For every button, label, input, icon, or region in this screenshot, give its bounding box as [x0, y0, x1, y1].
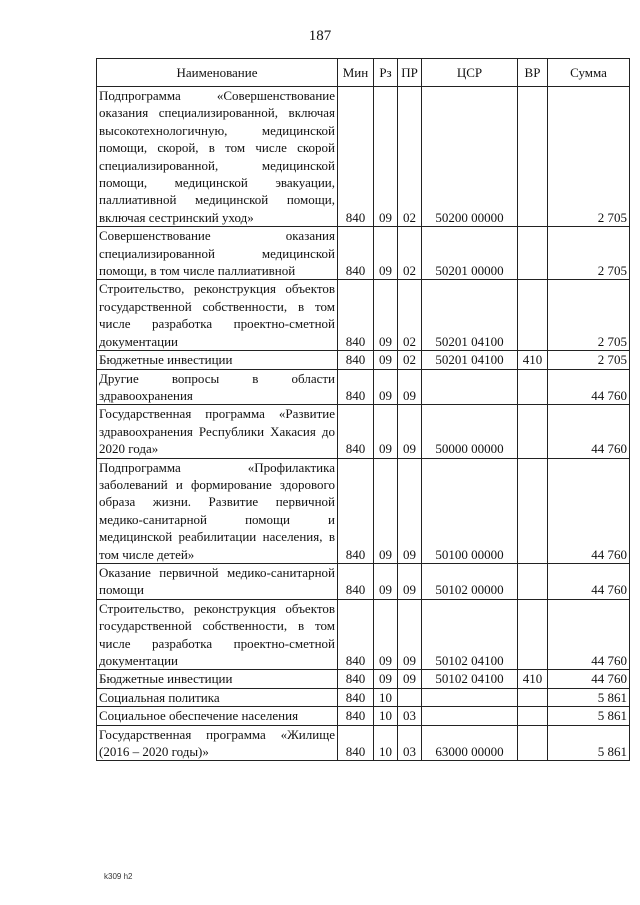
row-min: 840: [338, 599, 374, 670]
row-sum: 2 705: [548, 351, 630, 369]
row-sum: 44 760: [548, 563, 630, 599]
header-csr: ЦСР: [422, 59, 518, 87]
page-number: 187: [308, 28, 332, 44]
table-row: [97, 670, 630, 688]
table-row: [97, 369, 630, 405]
row-rz: 09: [374, 599, 398, 670]
row-min: 840: [338, 87, 374, 227]
row-min: 840: [338, 563, 374, 599]
row-vr: [518, 227, 548, 280]
row-sum: 44 760: [548, 458, 630, 563]
row-csr: 50200 00000: [422, 87, 518, 227]
row-sum: 44 760: [548, 599, 630, 670]
row-vr: [518, 688, 548, 706]
row-csr: 63000 00000: [422, 725, 518, 761]
row-rz: 09: [374, 227, 398, 280]
row-min: 840: [338, 369, 374, 405]
row-csr: 50102 04100: [422, 670, 518, 688]
row-vr: [518, 563, 548, 599]
row-name: Строительство, реконструкция объектов государственной собственности, в том числе разработка проектно-сметной документации: [97, 280, 338, 351]
row-name: Подпрограмма «Совершенствование оказания специализированной, включая высокотехнологичную, медицинской помощи, скорой, в том числе скорой специализированной, медицинской помощи, медицинской эвакуации, паллиативной медицинской помощи, включая сестринский уход»: [97, 87, 338, 227]
header-min: Мин: [338, 59, 374, 87]
row-csr: 50201 00000: [422, 227, 518, 280]
header-sum: Сумма: [548, 59, 630, 87]
row-name: Социальное обеспечение населения: [97, 707, 338, 725]
row-csr: [422, 707, 518, 725]
row-rz: 10: [374, 688, 398, 706]
row-csr: [422, 688, 518, 706]
row-csr: 50201 04100: [422, 280, 518, 351]
row-min: 840: [338, 725, 374, 761]
header-name: Наименование: [97, 59, 338, 87]
row-vr: 410: [518, 670, 548, 688]
row-name: Государственная программа «Развитие здравоохранения Республики Хакасия до 2020 года»: [97, 405, 338, 458]
row-csr: 50100 00000: [422, 458, 518, 563]
row-rz: 09: [374, 369, 398, 405]
table-row: [97, 87, 630, 227]
row-vr: [518, 725, 548, 761]
table-row: [97, 563, 630, 599]
row-pr: 09: [398, 599, 422, 670]
row-sum: 2 705: [548, 280, 630, 351]
row-rz: 10: [374, 725, 398, 761]
header-pr: ПР: [398, 59, 422, 87]
table-row: [97, 351, 630, 369]
row-sum: 5 861: [548, 688, 630, 706]
row-rz: 09: [374, 280, 398, 351]
table-row: [97, 280, 630, 351]
table-row: [97, 599, 630, 670]
header-vr: ВР: [518, 59, 548, 87]
row-min: 840: [338, 227, 374, 280]
footer-code: k309 h2: [104, 872, 133, 881]
row-csr: 50102 00000: [422, 563, 518, 599]
row-name: Строительство, реконструкция объектов государственной собственности, в том числе разработка проектно-сметной документации: [97, 599, 338, 670]
row-min: 840: [338, 405, 374, 458]
row-name: Бюджетные инвестиции: [97, 670, 338, 688]
row-csr: [422, 369, 518, 405]
row-rz: 09: [374, 87, 398, 227]
row-name: Другие вопросы в области здравоохранения: [97, 369, 338, 405]
table-row: [97, 405, 630, 458]
row-csr: 50102 04100: [422, 599, 518, 670]
row-vr: [518, 280, 548, 351]
row-vr: [518, 599, 548, 670]
row-sum: 5 861: [548, 725, 630, 761]
row-vr: [518, 458, 548, 563]
row-pr: 09: [398, 405, 422, 458]
row-csr: 50201 04100: [422, 351, 518, 369]
table-row: [97, 725, 630, 761]
table-row: [97, 688, 630, 706]
row-rz: 10: [374, 707, 398, 725]
row-vr: [518, 405, 548, 458]
row-sum: 44 760: [548, 405, 630, 458]
table-row: [97, 707, 630, 725]
row-pr: 03: [398, 725, 422, 761]
budget-table: [96, 58, 630, 761]
row-min: 840: [338, 280, 374, 351]
row-pr: [398, 688, 422, 706]
row-pr: 02: [398, 227, 422, 280]
table-row: [97, 458, 630, 563]
header-rz: Рз: [374, 59, 398, 87]
row-min: 840: [338, 351, 374, 369]
row-min: 840: [338, 688, 374, 706]
table-row: [97, 227, 630, 280]
row-name: Бюджетные инвестиции: [97, 351, 338, 369]
row-name: Подпрограмма «Профилактика заболеваний и формирование здорового образа жизни. Развитие первичной медико-санитарной помощи и медицинской реабилитации населения, в том числе детей»: [97, 458, 338, 563]
row-name: Совершенствование оказания специализированной медицинской помощи, в том числе паллиативной: [97, 227, 338, 280]
row-pr: 09: [398, 369, 422, 405]
header-row: [97, 59, 630, 87]
row-pr: 09: [398, 670, 422, 688]
row-pr: 09: [398, 458, 422, 563]
row-vr: [518, 87, 548, 227]
row-rz: 09: [374, 405, 398, 458]
row-pr: 02: [398, 87, 422, 227]
row-vr: 410: [518, 351, 548, 369]
row-sum: 5 861: [548, 707, 630, 725]
row-min: 840: [338, 707, 374, 725]
row-min: 840: [338, 458, 374, 563]
row-pr: 02: [398, 351, 422, 369]
row-vr: [518, 707, 548, 725]
row-rz: 09: [374, 458, 398, 563]
row-name: Социальная политика: [97, 688, 338, 706]
row-vr: [518, 369, 548, 405]
row-pr: 02: [398, 280, 422, 351]
row-pr: 03: [398, 707, 422, 725]
row-pr: 09: [398, 563, 422, 599]
row-rz: 09: [374, 563, 398, 599]
row-sum: 44 760: [548, 670, 630, 688]
row-sum: 44 760: [548, 369, 630, 405]
row-sum: 2 705: [548, 227, 630, 280]
row-csr: 50000 00000: [422, 405, 518, 458]
row-sum: 2 705: [548, 87, 630, 227]
row-min: 840: [338, 670, 374, 688]
row-name: Государственная программа «Жилище (2016 – 2020 годы)»: [97, 725, 338, 761]
row-rz: 09: [374, 670, 398, 688]
row-name: Оказание первичной медико-санитарной помощи: [97, 563, 338, 599]
row-rz: 09: [374, 351, 398, 369]
